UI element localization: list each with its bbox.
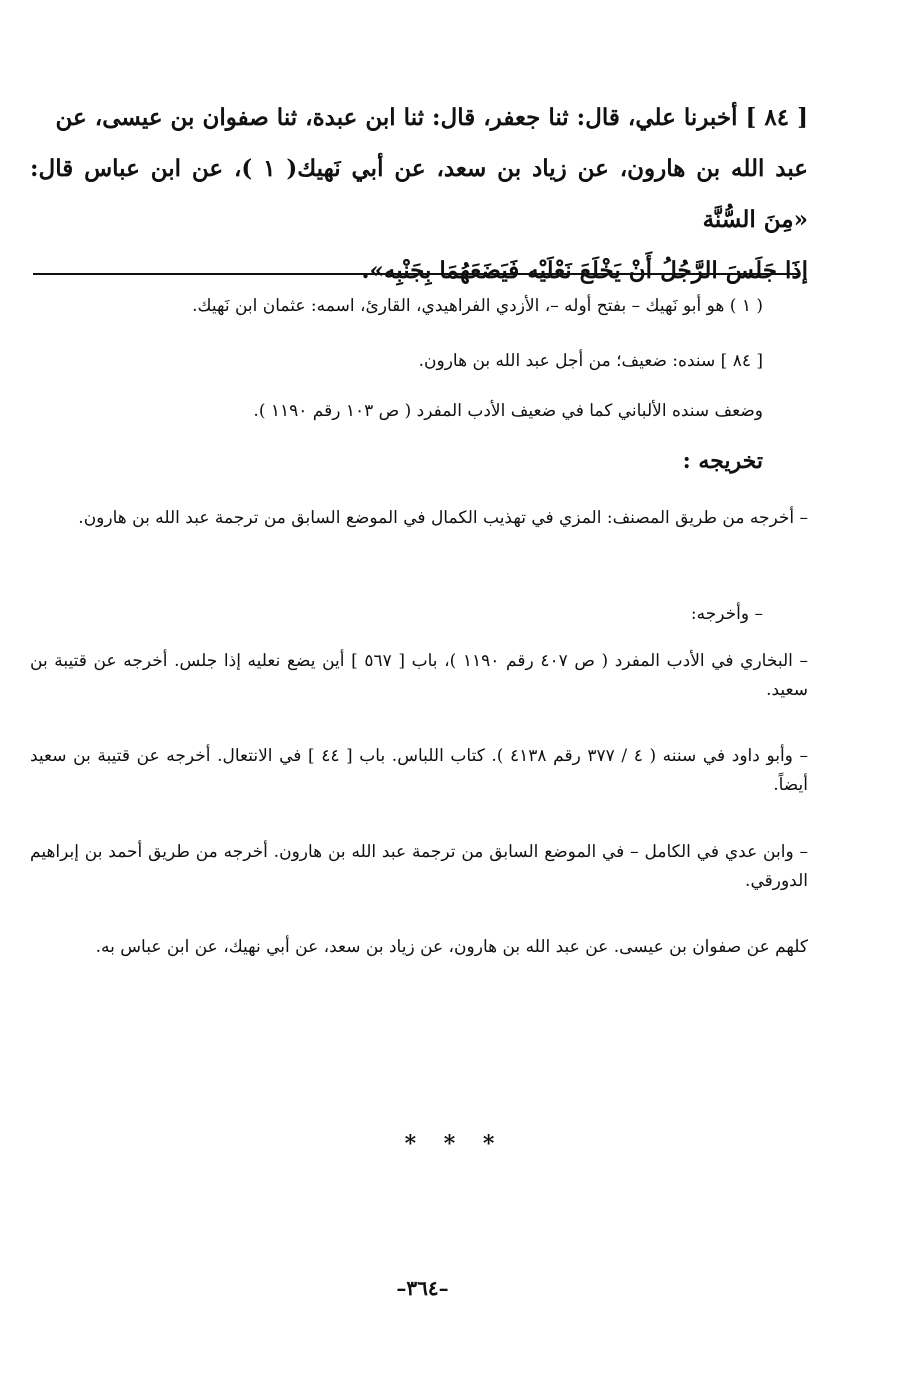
takhrij-paragraph-3: – البخاري في الأدب المفرد ( ص ٤٠٧ رقم ١١٩٠ )، باب [ ٥٦٧ ] أين يضع نعليه إذا جلس. أخرجه عن قتيبة بن سعيد.	[30, 651, 808, 700]
takhrij-paragraph-1: – أخرجه من طريق المصنف: المزي في تهذيب الكمال في الموضع السابق من ترجمة عبد الله بن هارون.	[78, 508, 808, 528]
isnad-grading: [ ٨٤ ] سنده: ضعيف؛ من أجل عبد الله بن هارون.	[418, 351, 763, 371]
hadith-line-3: إذَا جَلَسَ الرَّجُلُ أَنْ يَخْلَعَ نَعْلَيْه فَيَضَعَهُمَا بِجَنْبِه».	[361, 257, 808, 284]
takhrij-paragraph-5: – وابن عدي في الكامل – في الموضع السابق من ترجمة عبد الله بن هارون. أخرجه من طريق أحمد بن إبراهيم الدورقي.	[30, 842, 808, 891]
takhrij-paragraph-6: كلهم عن صفوان بن عيسى. عن عبد الله بن هارون، عن زياد بن سعد، عن أبي نهيك، عن ابن عباس به.	[95, 937, 808, 957]
footnote-separator-rule	[33, 273, 798, 275]
footnote-1: ( ١ ) هو أبو نَهيك – بفتح أوله –، الأزدي الفراهيدي، القارئ، اسمه: عثمان ابن نَهيك.	[192, 296, 763, 316]
albani-grading: وضعف سنده الألباني كما في ضعيف الأدب المفرد ( ص ١٠٣ رقم ١١٩٠ ).	[253, 401, 763, 421]
takhrij-paragraph-2: – وأخرجه:	[690, 604, 763, 624]
takhrij-heading: تخريجه :	[682, 448, 763, 474]
hadith-text	[30, 92, 808, 296]
hadith-line-1: [ ٨٤ ] أخبرنا علي، قال: ثنا جعفر، قال: ثنا ابن عبدة، ثنا صفوان بن عيسى، عن	[55, 104, 808, 131]
takhrij-paragraph-4: – وأبو داود في سننه ( ٤ / ٣٧٧ رقم ٤١٣٨ ). كتاب اللباس. باب [ ٤٤ ] في الانتعال. أخرجه عن قتيبة بن سعيد أيضاً.	[30, 746, 808, 795]
section-separator: * * *	[404, 1131, 505, 1157]
page-number: –٣٦٤–	[396, 1276, 449, 1300]
hadith-line-2: عبد الله بن هارون، عن زياد بن سعد، عن أبي نَهيك( ١ )، عن ابن عباس قال: «مِنَ السُّنَّة	[30, 155, 808, 233]
